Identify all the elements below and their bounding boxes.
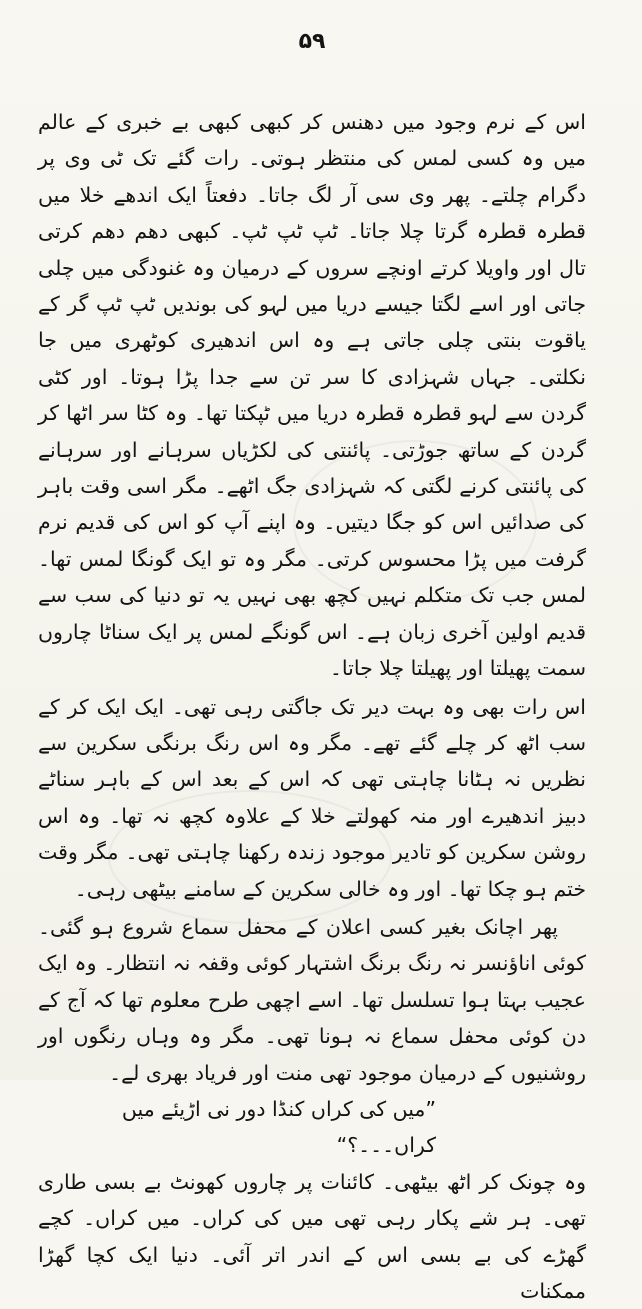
quoted-verse: ”میں کی کراں کنڈا دور نی اڑیئے میں کراں۔۔۔؟“ bbox=[121, 1096, 436, 1158]
page-number: ۵۹ bbox=[298, 29, 326, 54]
paragraph-4: وہ چونک کر اٹھ بیٹھی۔ کائنات پر چاروں کھونٹ بے بسی طاری تھی۔ ہر شے پکار رہی تھی میں کی کراں۔ میں کراں۔ کچے گھڑے کی بے بسی اس کے اندر اتر آئی۔ دنیا ایک کچا گھڑا ممکنات bbox=[38, 1169, 586, 1303]
paragraph-3: پھر اچانک بغیر کسی اعلان کے محفل سماع شروع ہو گئی۔ کوئی اناؤنسر نہ رنگ برنگ اشتہار کوئی وقفہ نہ انتظار۔ وہ ایک عجیب بہتا ہوا تسلسل تھا۔ اسے اچھی طرح معلوم تھا کہ آج کے دن کوئی محفل سماع نہ ہونا تھی۔ مگر وہ وہاں رنگوں اور روشنیوں کے درمیان موجود تھی منت اور فریاد بھری لے۔ bbox=[38, 914, 586, 1085]
page-body bbox=[38, 104, 586, 1309]
paragraph-2: اس رات بھی وہ بہت دیر تک جاگتی رہی تھی۔ ایک ایک کر کے سب اٹھ کر چلے گئے تھے۔ مگر وہ اس رنگ برنگی سکرین سے نظریں نہ ہٹانا چاہتی تھی کہ اس کے بعد اس کے باہر سناٹے دبیز اندھیرے اور منہ کھولتے خلا کے علاوہ کچھ نہ تھا۔ وہ اس روشن سکرین کو تادیر موجود زندہ رکھنا چاہتی تھی۔ مگر وقت ختم ہو چکا تھا۔ اور وہ خالی سکرین کے سامنے بیٹھی رہی۔ bbox=[38, 694, 586, 901]
paragraph-1: اس کے نرم وجود میں دھنس کر کبھی کبھی بے خبری کے عالم میں وہ کسی لمس کی منتظر ہوتی۔ رات گئے تک ٹی وی پر دگرام چلتے۔ پھر وی سی آر لگ جاتا۔ دفعتاً ایک اندھے خلا میں قطرہ قطرہ گرتا چلا جاتا۔ ٹپ ٹپ ٹپ۔ کبھی دھم دھم کرتی تال اور واویلا کرتے اونچے سروں کے درمیان وہ غنودگی میں چلی جاتی اور اسے لگتا جیسے دریا میں لہو کی بوندیں ٹپ ٹپ گر کے یاقوت بنتی چلی جاتی ہے وہ اس اندھیری کوٹھری میں جا نکلتی۔ جہاں شہزادی کا سر تن سے جدا پڑا ہوتا۔ اور کٹی گردن سے لہو قطرہ قطرہ دریا میں ٹپکتا تھا۔ وہ کٹا سر اٹھا کر گردن کے ساتھ جوڑتی۔ پائنتی کی لکڑیاں سرہانے اور سرہانے کی پائنتی کرنے لگتی کہ شہزادی جگ اٹھے۔ مگر اسی وقت باہر کی صدائیں اس کو جگا دیتیں۔ وہ اپنے آپ کو اس کی قدیم نرم گرفت میں پڑا محسوس کرتی۔ مگر وہ تو ایک گونگا لمس تھا۔ لمس جب تک متکلم نہیں کچھ بھی نہیں یہ تو دنیا کی سب سے قدیم اولین آخری زبان ہے۔ اس گونگے لمس پر ایک سناٹا چاروں سمت پھیلتا اور پھیلتا چلا جاتا۔ bbox=[38, 110, 586, 681]
